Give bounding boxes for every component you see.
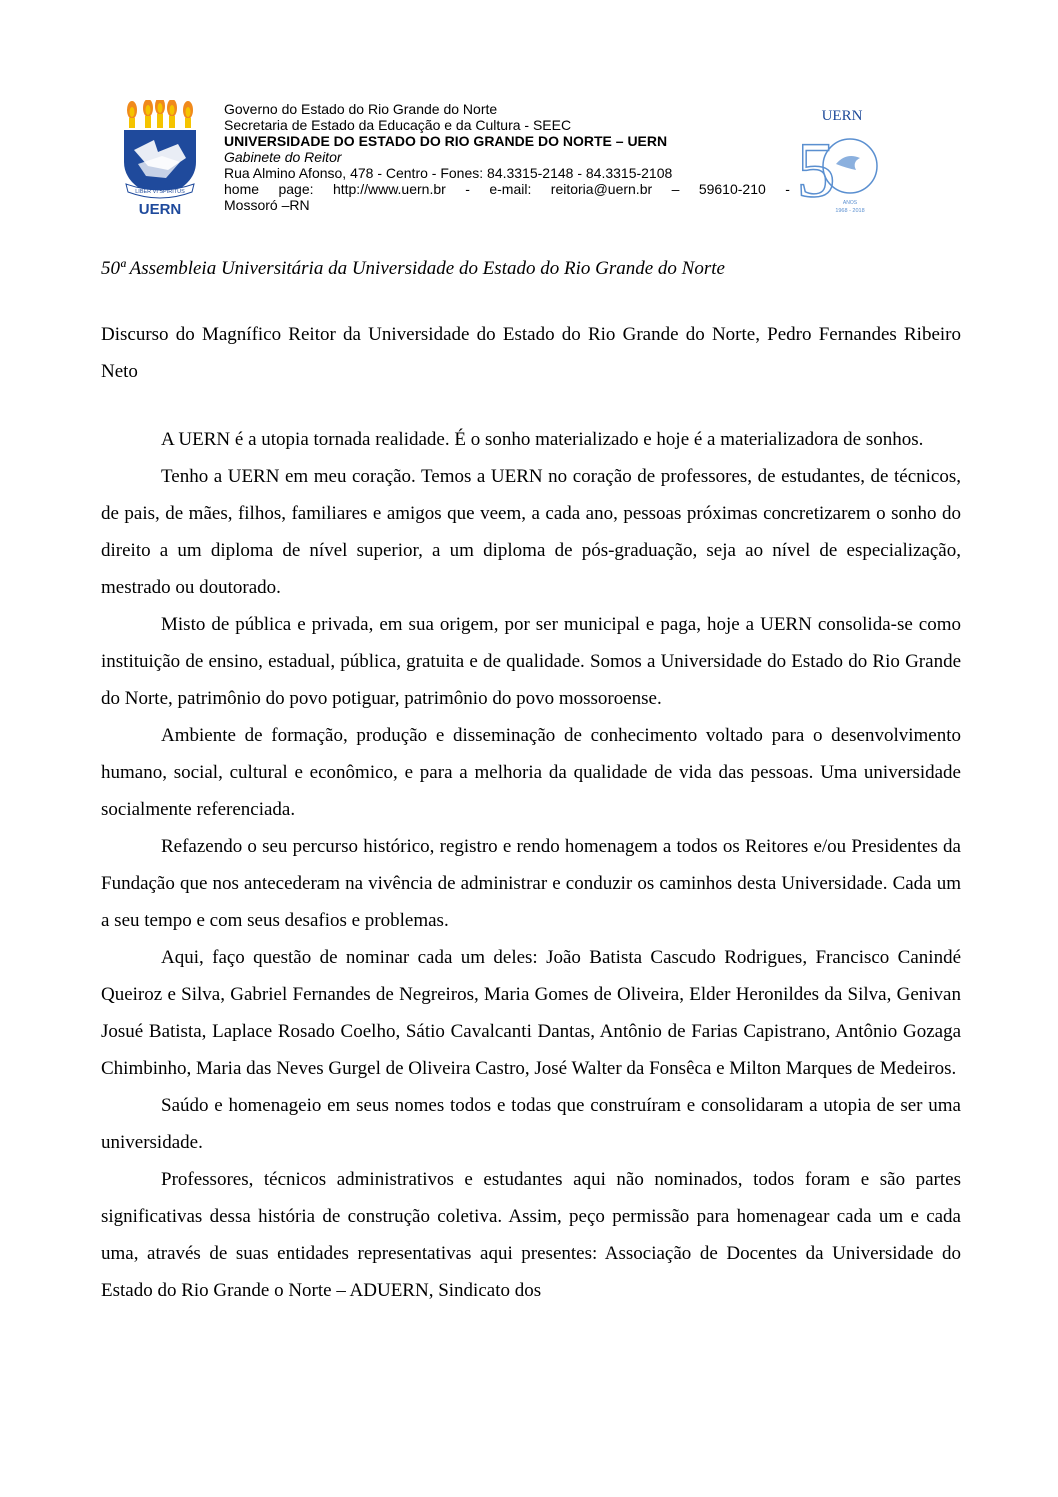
uern-crest-logo <box>118 100 202 218</box>
svg-text:ANOS: ANOS <box>842 200 858 206</box>
paragraph: Ambiente de formação, produção e disseminação de conhecimento voltado para o desenvolvimento humano, social, cultural e econômico, e para a melhoria da qualidade de vida das pessoas. Uma universidade socialmente referenciada. <box>101 725 961 820</box>
uern-50-years-logo <box>786 104 884 220</box>
letterhead-university: UNIVERSIDADE DO ESTADO DO RIO GRANDE DO NORTE – UERN <box>224 133 668 149</box>
flame-icon <box>127 100 193 128</box>
svg-text:1968 - 2018: 1968 - 2018 <box>835 208 865 214</box>
letterhead <box>224 101 790 213</box>
paragraph: Refazendo o seu percurso histórico, registro e rendo homenagem a todos os Reitores e/ou Presidentes da Fundação que nos antecederam na vivência de administrar e conduzir os caminhos desta Universidade. Cada um a seu tempo e com seus desafios e problemas. <box>101 836 961 931</box>
dove-icon <box>836 156 860 170</box>
crest-name: UERN <box>138 201 182 218</box>
letterhead-city: Mossoró –RN <box>224 197 310 213</box>
anniversary-logo-name: UERN <box>821 108 863 124</box>
speech-body <box>101 421 961 1309</box>
crest-motto: LIBER VI SPIRITUS <box>135 189 185 195</box>
letterhead-government: Governo do Estado do Rio Grande do Norte <box>224 101 498 117</box>
paragraph: Tenho a UERN em meu coração. Temos a UERN no coração de professores, de estudantes, de técnicos, de pais, de mães, filhos, familiares e amigos que veem, a cada ano, pessoas próximas concretizarem o sonho do direito a um diploma de nível superior, a um diploma de pós-graduação, seja ao nível de especialização, mestrado ou doutorado. <box>101 466 961 598</box>
email-link[interactable]: reitoria@uern.br <box>550 181 653 197</box>
paragraph: A UERN é a utopia tornada realidade. É o sonho materializado e hoje é a materializadora de sonhos. <box>161 429 924 450</box>
paragraph: Misto de pública e privada, em sua origem, por ser municipal e paga, hoje a UERN consolida-se como instituição de ensino, estadual, pública, gratuita e de qualidade. Somos a Universidade do Estado do Rio Grande do Norte, patrimônio do povo potiguar, patrimônio do povo mossoroense. <box>101 614 961 709</box>
letterhead-office: Gabinete do Reitor <box>224 149 342 165</box>
paragraph: Aqui, faço questão de nominar cada um deles: João Batista Cascudo Rodrigues, Francisco Canindé Queiroz e Silva, Gabriel Fernandes de Negreiros, Maria Gomes de Oliveira, Elder Heronildes da Silva, Genivan Josué Batista, Laplace Rosado Coelho, Sátio Cavalcanti Dantas, Antônio de Farias Capistrano, Antônio Gozaga Chimbinho, Maria das Neves Gurgel de Oliveira Castro, José Walter da Fonsêca e Milton Marques de Medeiros. <box>101 947 961 1079</box>
homepage-link[interactable]: http://www.uern.br <box>332 181 446 197</box>
letterhead-secretariat: Secretaria de Estado da Educação e da Cultura - SEEC <box>224 117 572 133</box>
fifty-numeral: 5 <box>796 126 836 213</box>
document-title: 50ª Assembleia Universitária da Universidade do Estado do Rio Grande do Norte <box>101 258 725 279</box>
letterhead-address: Rua Almino Afonso, 478 - Centro - Fones: 84.3315-2148 - 84.3315-2108 <box>224 165 673 181</box>
paragraph: Professores, técnicos administrativos e estudantes aqui não nominados, todos foram e são partes significativas dessa história de construção coletiva. Assim, peço permissão para homenagear cada um e cada uma, através de suas entidades representativas aqui presentes: Associação de Docentes da Universidade do Estado do Rio Grande o Norte – ADUERN, Sindicato dos <box>101 1169 961 1301</box>
paragraph: Saúdo e homenageio em seus nomes todos e todas que construíram e consolidaram a utopia de ser uma universidade. <box>101 1095 961 1153</box>
letterhead-contacts: home page: http://www.uern.br - e-mail: reitoria@uern.br – 59610-210 - <box>224 181 790 197</box>
document-subtitle: Discurso do Magnífico Reitor da Universidade do Estado do Rio Grande do Norte, Pedro Fernandes Ribeiro Neto <box>101 324 961 382</box>
